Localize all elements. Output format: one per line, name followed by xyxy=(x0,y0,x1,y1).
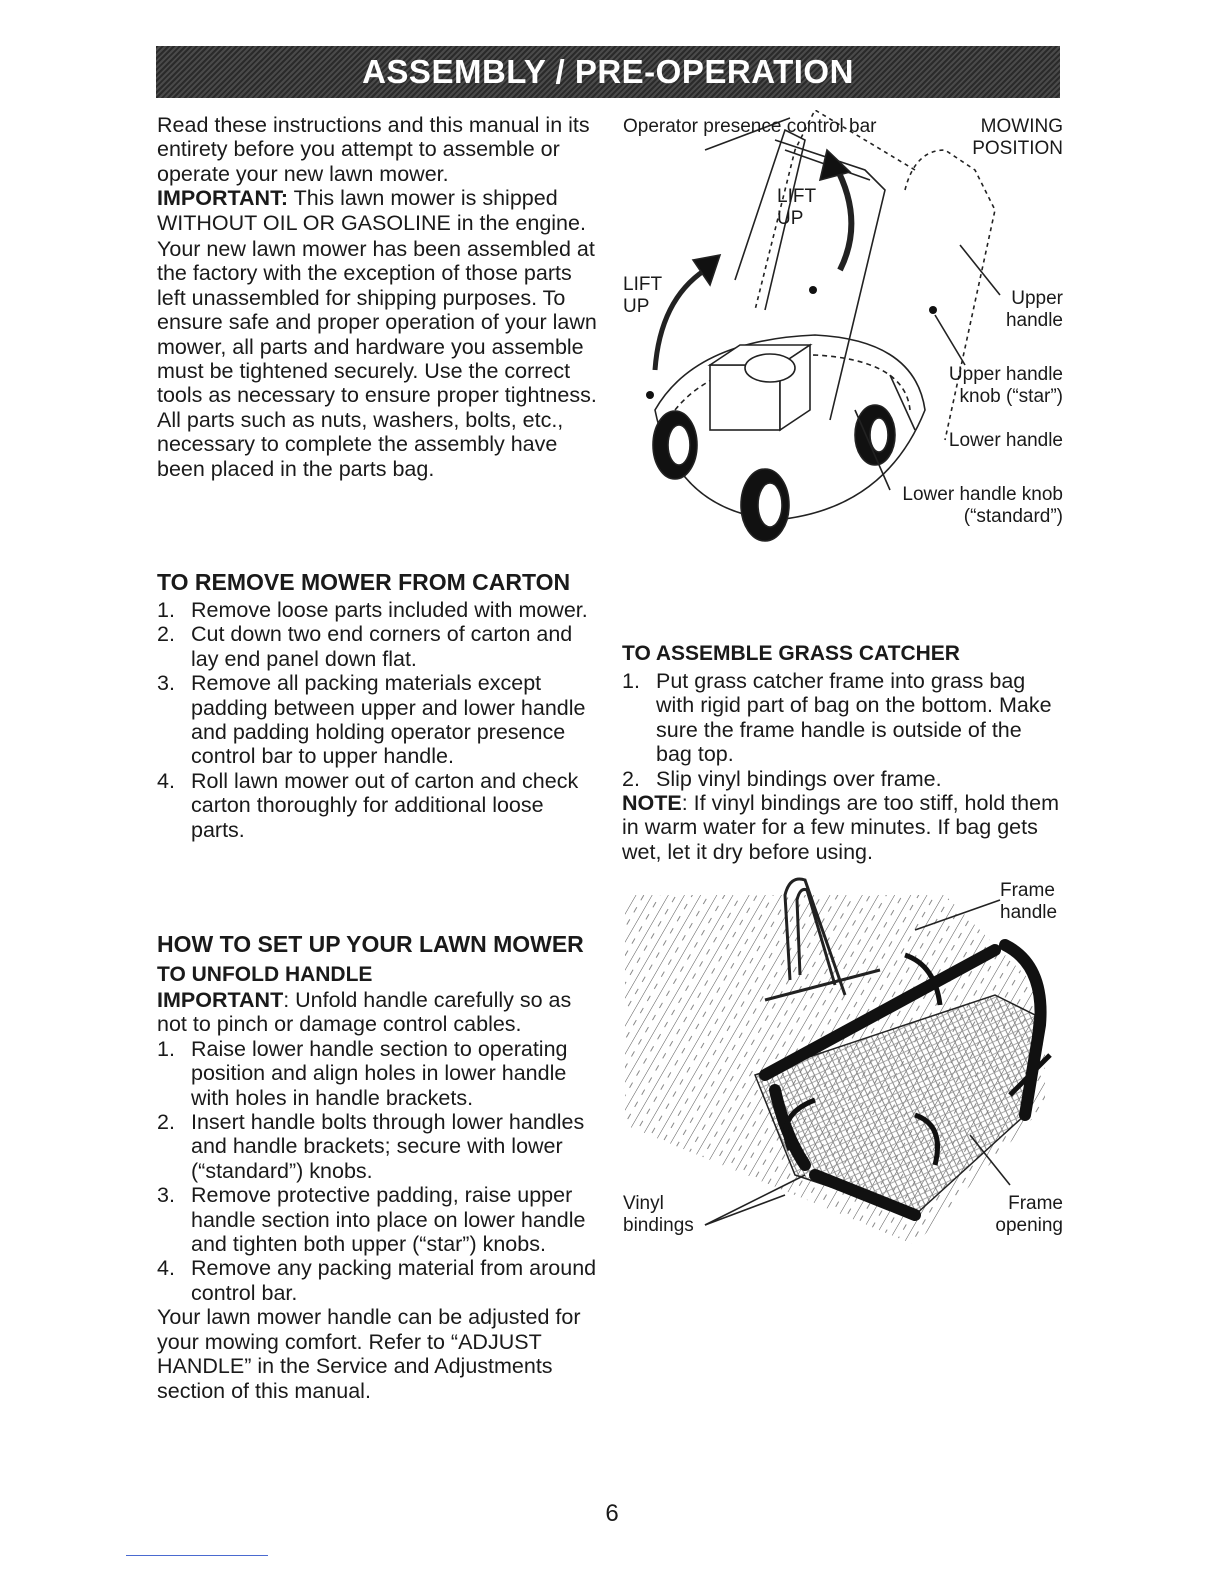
remove-section xyxy=(157,568,597,842)
lower-handle-label: Lower handle xyxy=(948,430,1063,451)
upper-handle-label: Upper handle xyxy=(1005,288,1063,331)
important-text: This lawn mower is shipped WITHOUT OIL OR GASOLINE in the engine. xyxy=(157,186,586,235)
list-item: 3. Remove protective padding, raise upper handle section into place on lower handle and tighten both upper (“star”) knobs. xyxy=(157,1183,586,1257)
catcher-note: NOTE: If vinyl bindings are too stiff, hold them in warm water for a few minutes. If bag gets wet, let it dry before using. xyxy=(622,791,1059,864)
remove-heading: TO REMOVE MOWER FROM CARTON xyxy=(157,569,571,595)
vinyl-bindings-label: Vinyl bindings xyxy=(623,1193,694,1236)
list-item: 2. Cut down two end corners of carton and lay end panel down flat. xyxy=(157,622,573,671)
list-item: 1. Remove loose parts included with mower. xyxy=(157,598,588,622)
catcher-heading: TO ASSEMBLE GRASS CATCHER xyxy=(622,642,960,665)
lift-up-label-1: LIFT UP xyxy=(777,186,816,229)
lower-knob-label: Lower handle knob (“standard”) xyxy=(902,484,1063,527)
remove-steps xyxy=(157,598,597,842)
list-item: 3. Remove all packing materials except padding between upper and lower handle and padding holding operator presence control bar to upper handle. xyxy=(157,671,586,769)
catcher-steps xyxy=(622,669,1062,791)
list-item: 2. Slip vinyl bindings over frame. xyxy=(622,766,942,791)
list-item: 1. Raise lower handle section to operating position and align holes in lower handle with holes in handle brackets. xyxy=(157,1036,568,1110)
setup-heading: HOW TO SET UP YOUR LAWN MOWER xyxy=(157,931,584,957)
frame-opening-label: Frame opening xyxy=(995,1193,1063,1236)
mowing-position-label: MOWING POSITION xyxy=(972,116,1063,159)
list-item: 4. Roll lawn mower out of carton and check carton thoroughly for additional loose parts. xyxy=(157,768,579,842)
page-title: ASSEMBLY / PRE-OPERATION xyxy=(362,53,854,90)
setup-section xyxy=(157,930,597,1403)
operator-bar-label: Operator presence control bar xyxy=(623,116,877,137)
catcher-section xyxy=(622,641,1062,864)
upper-knob-label: Upper handle knob (“star”) xyxy=(948,364,1063,407)
intro-paragraph: Read these instructions and this manual in its entirety before you attempt to assemble or operate your new lawn mower. xyxy=(157,113,590,186)
unfold-heading: TO UNFOLD HANDLE xyxy=(157,963,373,986)
footer-rule xyxy=(126,1555,268,1556)
section-banner xyxy=(156,46,1060,98)
mower-handle-figure xyxy=(615,110,1065,545)
lift-up-label-2: LIFT UP xyxy=(623,274,662,317)
setup-important: IMPORTANT: Unfold handle carefully so as not to pinch or damage control cables. xyxy=(157,988,572,1037)
frame-handle-label: Frame handle xyxy=(1000,880,1058,923)
list-item: 2. Insert handle bolts through lower handles and handle brackets; secure with lower (“standard”) knobs. xyxy=(157,1110,585,1183)
setup-closing: Your lawn mower handle can be adjusted for your mowing comfort. Refer to “ADJUST HANDLE” in the Service and Adjustments section of this manual. xyxy=(157,1305,581,1403)
grass-catcher-figure xyxy=(615,875,1065,1255)
intro-section xyxy=(157,113,597,481)
important-label: IMPORTANT: xyxy=(157,186,288,211)
list-item: 4. Remove any packing material from around control bar. xyxy=(157,1256,597,1305)
page-number: 6 xyxy=(605,1500,619,1527)
important-notice xyxy=(157,186,597,235)
setup-steps xyxy=(157,1037,597,1305)
intro-paragraph-2: Your new lawn mower has been assembled at the factory with the exception of those parts left unassembled for shipping purposes. To ensure safe and proper operation of your lawn mower, all parts and hardware you assemble must be tightened securely. Use the correct tools as necessary to ensure proper tightness. All parts such as nuts, washers, bolts, etc., necessary to complete the assembly have been placed in the parts bag. xyxy=(157,237,597,481)
list-item: 1. Put grass catcher frame into grass bag with rigid part of bag on the bottom. Make sure the frame handle is outside of the bag top. xyxy=(622,669,1052,767)
